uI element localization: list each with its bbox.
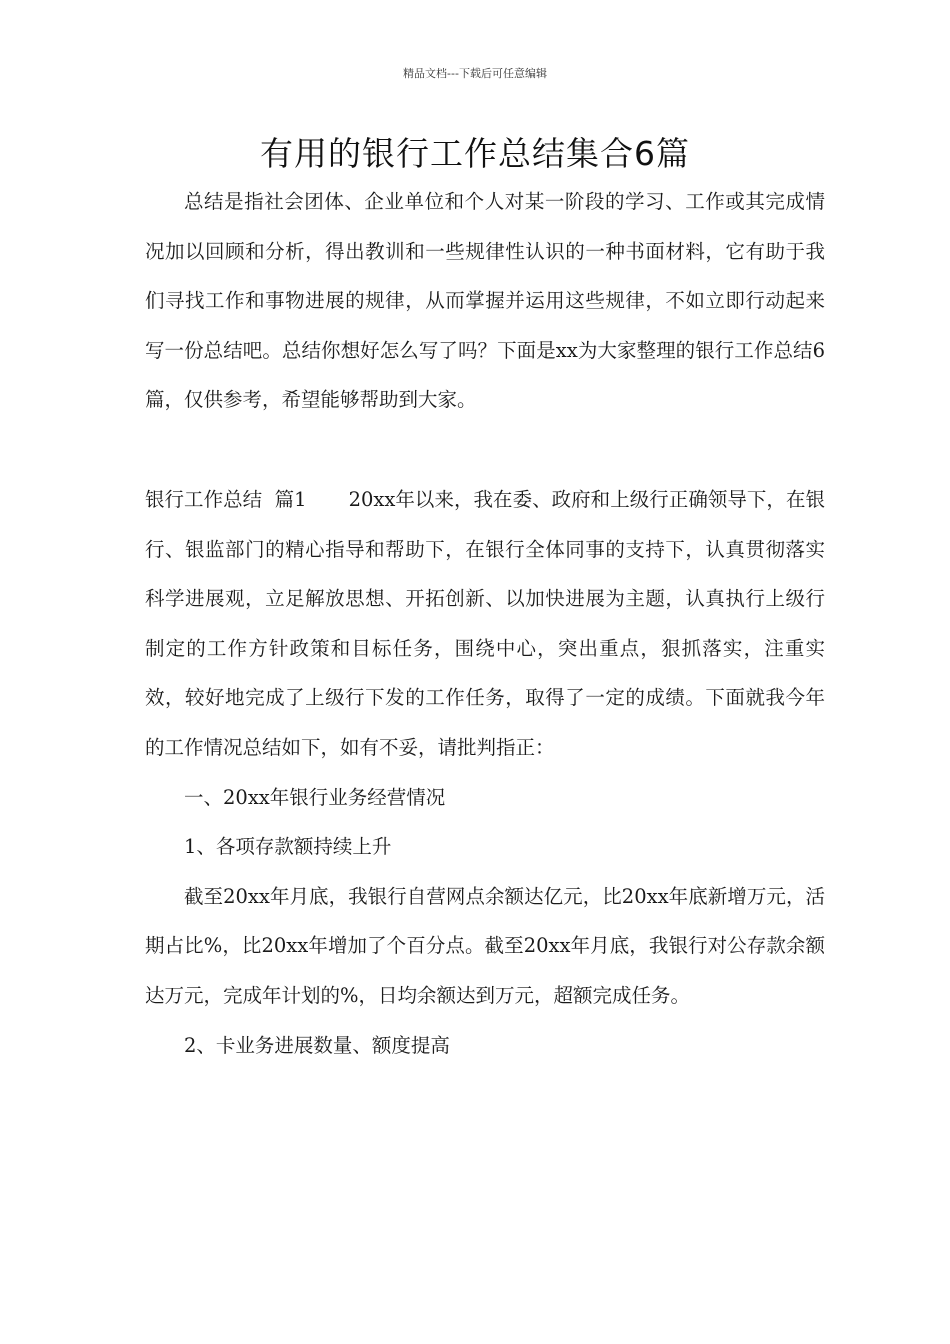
deposits-paragraph: 截至20xx年月底，我银行自营网点余额达亿元，比20xx年底新增万元，活期占比%，比20xx年增加了个百分点。截至20xx年月底，我银行对公存款余额达万元，完成年计划的%，日均余额达到万元，超额完成任务。: [145, 884, 825, 1007]
section-1-label: 银行工作总结 篇1: [145, 487, 307, 511]
subheading-2: 2、卡业务进展数量、额度提高: [184, 1033, 450, 1057]
heading-1: 一、20xx年银行业务经营情况: [184, 785, 446, 809]
paragraph-gap: [145, 425, 825, 475]
subheading-1: 1、各项存款额持续上升: [184, 835, 392, 859]
document-body: [145, 177, 825, 1070]
section-1-text: 20xx年以来，我在委、政府和上级行正确领导下，在银行、银监部门的精心指导和帮助下，在银行全体同事的支持下，认真贯彻落实科学进展观，立足解放思想、开拓创新、以加快进展为主题，认真执行上级行制定的工作方针政策和目标任务，围绕中心，突出重点，狠抓落实，注重实效，较好地完成了上级行下发的工作任务，取得了一定的成绩。下面就我今年的工作情况总结如下，如有不妥，请批判指正：: [145, 487, 825, 759]
section-1-paragraph: [145, 475, 825, 773]
header-note: 精品文档---下载后可任意编辑: [403, 67, 547, 80]
intro-paragraph: 总结是指社会团体、企业单位和个人对某一阶段的学习、工作或其完成情况加以回顾和分析，得出教训和一些规律性认识的一种书面材料，它有助于我们寻找工作和事物进展的规律，从而掌握并运用这些规律，不如立即行动起来写一份总结吧。总结你想好怎么写了吗？下面是xx为大家整理的银行工作总结6篇，仅供参考，希望能够帮助到大家。: [145, 190, 825, 412]
document-title: 有用的银行工作总结集合6篇: [260, 134, 690, 173]
